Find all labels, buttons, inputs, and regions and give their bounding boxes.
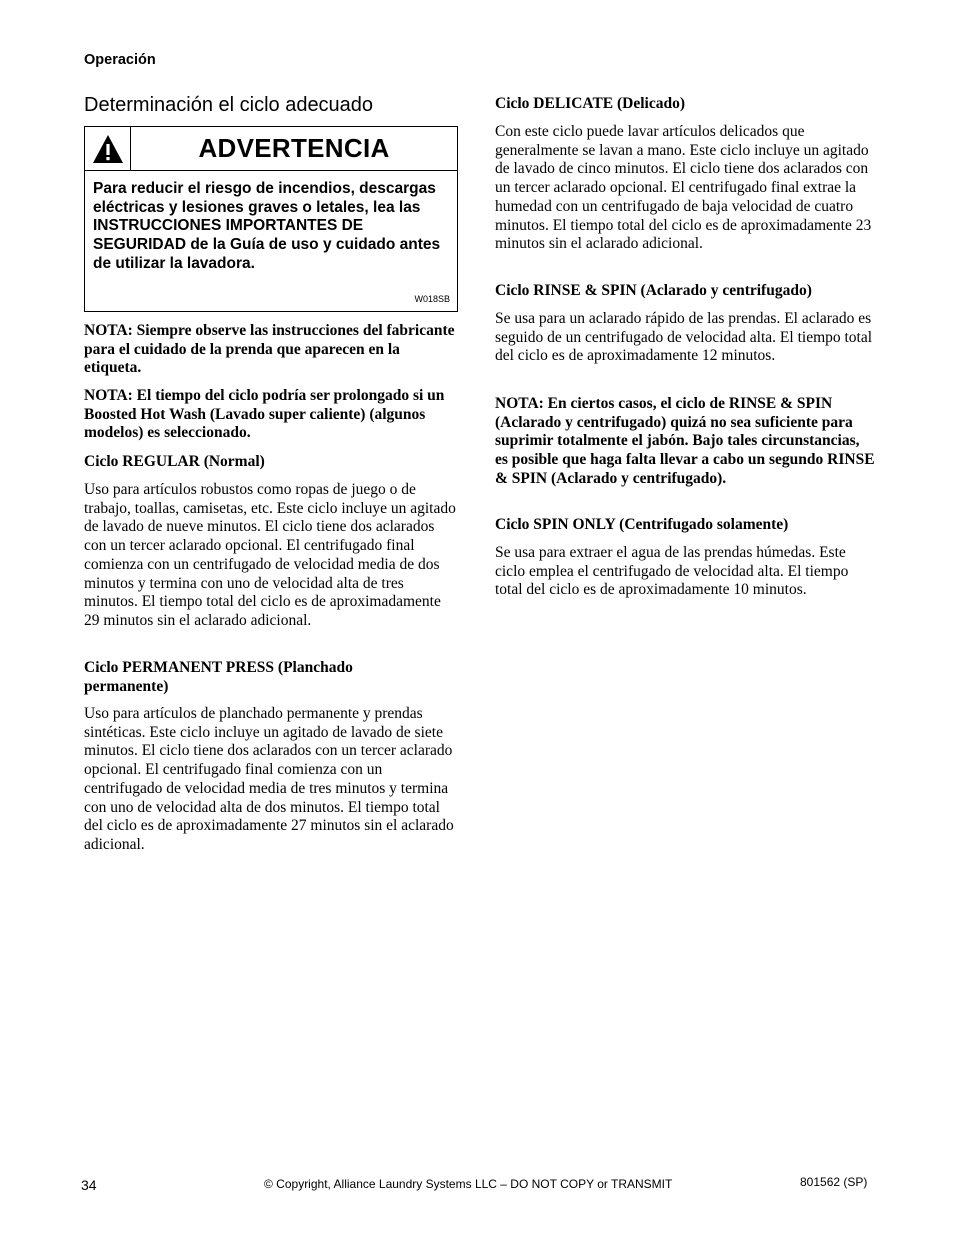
section-label: Operación (84, 52, 156, 68)
warning-text: Para reducir el riesgo de incendios, descargas eléctricas y lesiones graves o letales, lea las INSTRUCCIONES IMPORTANTES DE SEGURIDAD de la Guía de uso y cuidado antes de utilizar la lavadora. (93, 180, 441, 272)
warning-code: W018SB (414, 294, 450, 304)
delicate-cycle-title: Ciclo DELICATE (Delicado) (495, 95, 686, 112)
rinse-spin-text: Se usa para un aclarado rápido de las prendas. El aclarado es seguido de un centrifugado de velocidad alta. El tiempo total del ciclo es de aproximadamente 12 minutos. (495, 310, 873, 365)
page-heading: Determinación el ciclo adecuado (84, 94, 374, 116)
regular-cycle-title: Ciclo REGULAR (Normal) (84, 453, 265, 470)
delicate-cycle-text: Con este ciclo puede lavar artículos delicados que generalmente se lavan a mano. Este ciclo incluye un agitado de lavado de cinco minutos. El ciclo tiene dos aclarados con un tercer aclarado opcional. El centrifugado final extrae la humedad con un centrifugado de baja velocidad de cuatro minutos. El tiempo total del ciclo es de aproximadamente 23 minutos sin el aclarado adicional. (495, 123, 872, 253)
permanent-press-text: Uso para artículos de planchado permanente y prendas sintéticas. Este ciclo incluye un agitado de lavado de siete minutos. El ciclo tiene dos aclarados con un tercer aclarado opcional. El centrifugado final comienza con un centrifugado de velocidad media de tres minutos y termina con uno de velocidad alta de dos minutos. El tiempo total del ciclo es de aproximadamente 27 minutos sin el aclarado adicional. (84, 705, 454, 853)
warning-title: ADVERTENCIA (198, 133, 390, 163)
warning-header (85, 127, 457, 171)
spin-only-title: Ciclo SPIN ONLY (Centrifugado solamente) (495, 516, 789, 533)
spin-only-text: Se usa para extraer el agua de las prendas húmedas. Este ciclo emplea el centrifugado de velocidad alta. El tiempo total del ciclo es de aproximadamente 10 minutos. (495, 544, 849, 599)
note-rinse-spin: NOTA: En ciertos casos, el ciclo de RINSE & SPIN (Aclarado y centrifugado) quizá no sea suficiente para suprimir totalmente el jabón. Bajo tales circunstancias, es posible que haga falta llevar a cabo un segundo RINSE & SPIN (Aclarado y centrifugado). (495, 395, 875, 487)
warning-box (84, 126, 458, 312)
document-number: 801562 (SP) (800, 1175, 868, 1189)
permanent-press-title: Ciclo PERMANENT PRESS (Planchado permanente) (84, 659, 353, 695)
footer-copyright: © Copyright, Alliance Laundry Systems LLC – DO NOT COPY or TRANSMIT (264, 1177, 673, 1191)
regular-cycle-text: Uso para artículos robustos como ropas de juego o de trabajo, toallas, camisetas, etc. Este ciclo incluye un agitado de lavado de nueve minutos. El ciclo tiene dos aclarados con un tercer aclarado opcional. El centrifugado final comienza con un centrifugado de velocidad media de dos minutos y termina con uno de velocidad alta de tres minutos. El tiempo total del ciclo es de aproximadamente 29 minutos sin el aclarado adicional. (84, 481, 456, 629)
page-number: 34 (81, 1177, 97, 1193)
note-boosted-hot-wash: NOTA: El tiempo del ciclo podría ser prolongado si un Boosted Hot Wash (Lavado super caliente) (algunos modelos) es seleccionado. (84, 387, 445, 442)
rinse-spin-title: Ciclo RINSE & SPIN (Aclarado y centrifugado) (495, 282, 812, 299)
warning-triangle-icon (85, 127, 131, 170)
note-care-label: NOTA: Siempre observe las instrucciones del fabricante para el cuidado de la prenda que aparecen en la etiqueta. (84, 322, 455, 377)
